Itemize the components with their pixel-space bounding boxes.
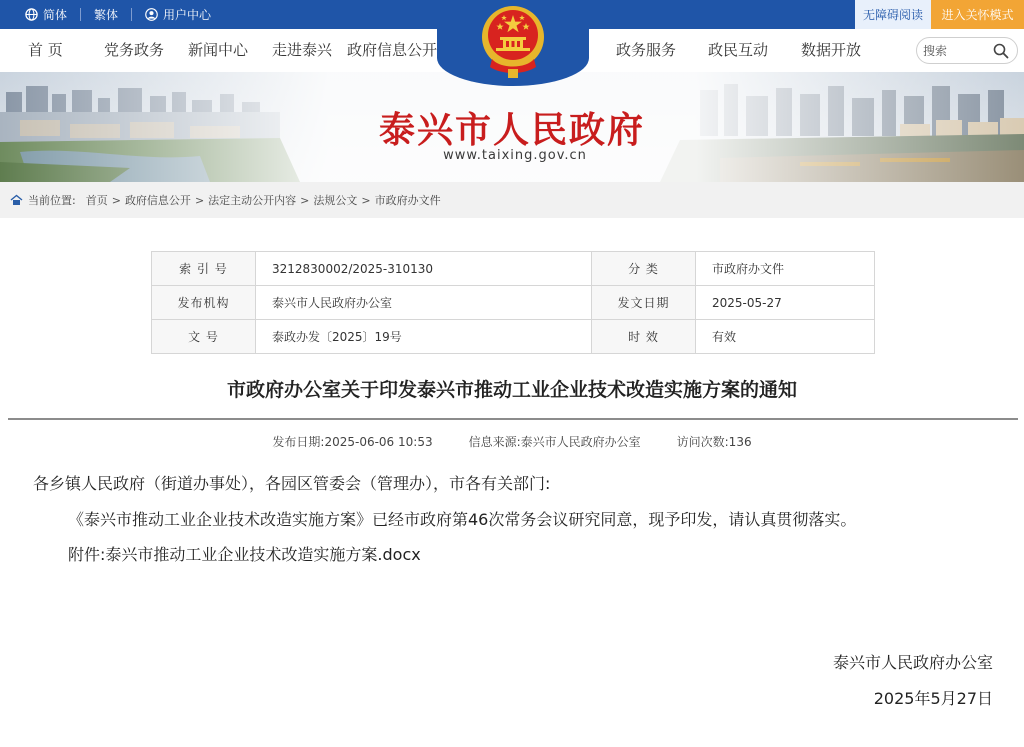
simplified-chinese-link[interactable] (25, 0, 67, 29)
breadcrumb-regulations[interactable]: 法规公文 (313, 194, 358, 207)
divider (80, 8, 81, 21)
divider (131, 8, 132, 21)
attachment-label: 附件: (68, 545, 106, 564)
title-divider (8, 418, 1018, 420)
publish-date: 发布日期:2025-06-06 10:53 (272, 435, 433, 449)
document-info-table (151, 251, 875, 354)
issue-date-value: 2025-05-27 (696, 286, 875, 320)
signature: 泰兴市人民政府办公室 (832, 653, 993, 672)
user-center-label: 用户中心 (163, 8, 212, 22)
nav-item-services[interactable]: 政务服务 (616, 41, 677, 59)
search-icon[interactable] (993, 43, 1009, 59)
breadcrumb-separator: > (300, 193, 310, 207)
attachment-link[interactable]: 泰兴市推动工业企业技术改造实施方案.docx (105, 545, 421, 564)
view-count: 访问次数:136 (676, 435, 752, 449)
nav-item-party-affairs[interactable]: 党务政务 (104, 41, 165, 59)
validity-value: 有效 (696, 320, 875, 354)
search-box (916, 37, 1018, 64)
accessibility-button[interactable]: 无障碍阅读 (855, 0, 931, 29)
breadcrumb-statutory[interactable]: 法定主动公开内容 (208, 194, 297, 207)
traditional-chinese-link[interactable] (94, 0, 118, 29)
category-label: 分 类 (592, 252, 696, 286)
salutation: 各乡镇人民政府（街道办事处），各园区管委会（管理办），市各有关部门: (33, 474, 551, 493)
article-title: 市政府办公室关于印发泰兴市推动工业企业技术改造实施方案的通知 (226, 379, 797, 401)
table-row (152, 320, 875, 354)
breadcrumb-prefix: 当前位置: (28, 194, 76, 207)
breadcrumb-separator: > (361, 193, 371, 207)
breadcrumb-separator: > (194, 193, 205, 207)
traditional-label: 繁体 (94, 8, 119, 22)
body-paragraph: 《泰兴市推动工业企业技术改造实施方案》已经市政府第46次常务会议研究同意，现予印发，请认真贯彻落实。 (68, 510, 857, 529)
nav-item-news[interactable]: 新闻中心 (188, 41, 249, 59)
nav-item-home[interactable]: 首 页 (28, 41, 63, 59)
doc-number-value: 泰政办发〔2025〕19号 (256, 320, 592, 354)
breadcrumb-gov-info[interactable]: 政府信息公开 (124, 194, 191, 207)
care-mode-button[interactable]: 进入关怀模式 (931, 0, 1024, 29)
search-input[interactable] (923, 41, 993, 60)
breadcrumb (0, 182, 1024, 218)
home-icon (10, 194, 23, 206)
attachment-line (68, 542, 421, 565)
index-number-value: 3212830002/2025-310130 (256, 252, 592, 286)
index-number-label: 索 引 号 (152, 252, 256, 286)
national-emblem-icon (478, 1, 548, 79)
topbar-left-group (0, 0, 211, 29)
category-value: 市政府办文件 (696, 252, 875, 286)
table-row (152, 286, 875, 320)
simplified-label: 简体 (43, 8, 68, 22)
globe-icon (25, 8, 38, 21)
publisher-label: 发布机构 (152, 286, 256, 320)
site-url: www.taixing.gov.cn (443, 148, 587, 163)
breadcrumb-home[interactable]: 首页 (85, 194, 108, 207)
nav-item-gov-info[interactable]: 政府信息公开 (347, 41, 438, 59)
publisher-value: 泰兴市人民政府办公室 (256, 286, 592, 320)
table-row (152, 252, 875, 286)
user-center-link[interactable] (145, 0, 211, 29)
article-meta (0, 433, 1024, 450)
doc-number-label: 文 号 (152, 320, 256, 354)
info-source: 信息来源:泰兴市人民政府办公室 (468, 435, 641, 449)
sign-date: 2025年5月27日 (873, 689, 993, 708)
breadcrumb-separator: > (111, 193, 121, 207)
validity-label: 时 效 (592, 320, 696, 354)
nav-item-about[interactable]: 走进泰兴 (272, 41, 333, 59)
nav-item-open-data[interactable]: 数据开放 (801, 41, 862, 59)
nav-item-interaction[interactable]: 政民互动 (708, 41, 769, 59)
user-icon (145, 8, 158, 21)
site-title: 泰兴市人民政府 (378, 109, 645, 151)
issue-date-label: 发文日期 (592, 286, 696, 320)
breadcrumb-current[interactable]: 市政府办文件 (374, 194, 441, 207)
